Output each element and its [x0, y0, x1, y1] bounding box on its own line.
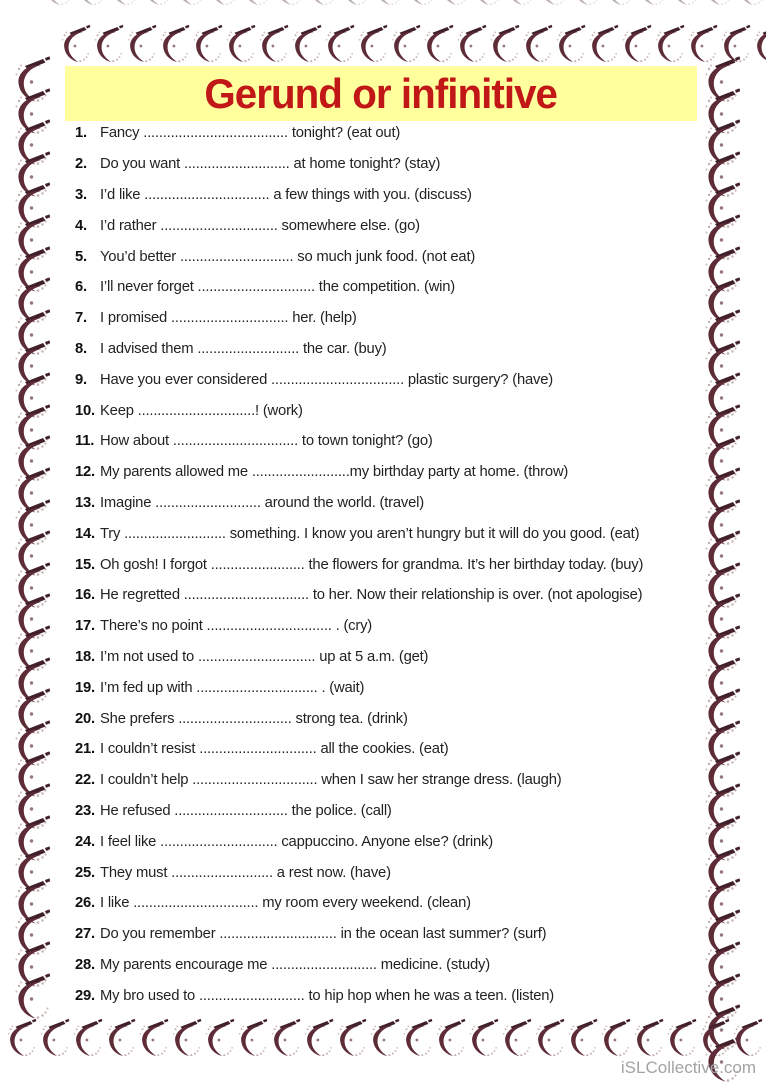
swirl-ornament-icon — [190, 23, 223, 64]
item-text: They must .......................... a rest now. (have) — [100, 864, 391, 881]
swirl-ornament-icon — [238, 0, 271, 7]
swirl-ornament-icon — [73, 0, 106, 7]
item-text: Fancy ..................................... tonight? (eat out) — [100, 125, 401, 142]
swirl-ornament-icon — [367, 1017, 400, 1058]
swirl-ornament-icon — [202, 1017, 235, 1058]
swirl-ornament-icon — [436, 0, 469, 7]
item-text: I like ................................ my room every weekend. (clean) — [100, 895, 471, 912]
swirl-ornament-icon — [337, 0, 370, 7]
swirl-ornament-icon — [469, 0, 502, 7]
swirl-ornament-icon — [304, 0, 337, 7]
item-text: I’m fed up with ............................... . (wait) — [100, 679, 365, 696]
item-text: He regretted ................................ to her. Now their relationship is over. (not apologise) — [100, 587, 643, 604]
swirl-ornament-icon — [235, 1017, 268, 1058]
exercise-item — [75, 149, 715, 180]
exercise-item — [75, 272, 715, 303]
swirl-ornament-icon — [223, 23, 256, 64]
item-number: 23. — [75, 802, 95, 819]
item-number: 21. — [75, 741, 95, 758]
item-text: Do you want ........................... at home tonight? (stay) — [100, 156, 441, 173]
item-text: Do you remember .............................. in the ocean last summer? (surf) — [100, 926, 547, 943]
item-text: Try .......................... something. I know you aren’t hungry but it will do you good. (eat) — [100, 525, 640, 542]
border-top — [58, 23, 766, 64]
item-text: I couldn’t resist .............................. all the cookies. (eat) — [100, 741, 449, 758]
swirl-ornament-icon — [289, 23, 322, 64]
exercise-item — [75, 334, 715, 365]
exercise-item — [75, 180, 715, 211]
exercise-item — [75, 118, 715, 149]
swirl-ornament-icon — [634, 0, 667, 7]
swirl-ornament-icon — [421, 23, 454, 64]
title-banner — [65, 66, 697, 121]
item-text: Have you ever considered .................................. plastic surgery? (have) — [100, 371, 553, 388]
item-number: 19. — [75, 679, 95, 696]
item-text: I’d like ................................ a few things with you. (discuss) — [100, 186, 472, 203]
swirl-ornament-icon — [256, 23, 289, 64]
item-number: 7. — [75, 310, 87, 327]
swirl-ornament-icon — [136, 1017, 169, 1058]
swirl-ornament-icon — [601, 0, 634, 7]
item-number: 24. — [75, 833, 95, 850]
swirl-ornament-icon — [568, 0, 601, 7]
swirl-ornament-icon — [565, 1017, 598, 1058]
swirl-ornament-icon — [355, 23, 388, 64]
item-text: Keep ..............................! (work) — [100, 402, 303, 419]
exercise-item — [75, 518, 715, 549]
swirl-ornament-icon — [487, 23, 520, 64]
item-number: 25. — [75, 864, 95, 881]
swirl-ornament-icon — [454, 23, 487, 64]
swirl-ornament-icon — [388, 23, 421, 64]
swirl-ornament-icon — [697, 1017, 730, 1058]
item-text: Imagine ........................... around the world. (travel) — [100, 494, 424, 511]
swirl-ornament-icon — [169, 1017, 202, 1058]
item-number: 22. — [75, 772, 95, 789]
item-text: I feel like .............................. cappuccino. Anyone else? (drink) — [100, 833, 493, 850]
swirl-ornament-icon — [598, 1017, 631, 1058]
item-number: 26. — [75, 895, 95, 912]
item-text: Oh gosh! I forgot ........................ the flowers for grandma. It’s her birthday today. (buy) — [100, 556, 644, 573]
swirl-ornament-icon — [499, 1017, 532, 1058]
item-text: I promised .............................. her. (help) — [100, 310, 357, 327]
swirl-ornament-icon — [553, 23, 586, 64]
swirl-ornament-icon — [11, 973, 51, 1019]
item-text: You’d better ............................. so much junk food. (not eat) — [100, 248, 476, 265]
exercise-item — [75, 950, 715, 981]
item-number: 6. — [75, 279, 87, 296]
item-text: I couldn’t help ................................ when I saw her strange dress. (laugh) — [100, 772, 562, 789]
swirl-ornament-icon — [91, 23, 124, 64]
item-number: 28. — [75, 956, 95, 973]
swirl-ornament-icon — [586, 23, 619, 64]
item-number: 27. — [75, 926, 95, 943]
swirl-ornament-icon — [4, 1017, 37, 1058]
exercise-item — [75, 549, 715, 580]
item-number: 8. — [75, 340, 87, 357]
exercise-item — [75, 241, 715, 272]
exercise-item — [75, 703, 715, 734]
swirl-ornament-icon — [106, 0, 139, 7]
exercise-item — [75, 765, 715, 796]
item-number: 9. — [75, 371, 87, 388]
swirl-ornament-icon — [652, 23, 685, 64]
item-number: 5. — [75, 248, 87, 265]
swirl-ornament-icon — [751, 23, 766, 64]
item-text: My bro used to ........................... to hip hop when he was a teen. (listen) — [100, 987, 555, 1004]
swirl-ornament-icon — [532, 1017, 565, 1058]
item-text: How about ................................ to town tonight? (go) — [100, 433, 433, 450]
exercise-item — [75, 303, 715, 334]
exercise-item — [75, 826, 715, 857]
item-number: 10. — [75, 402, 95, 419]
exercise-list — [75, 118, 715, 1011]
item-text: I advised them .......................... the car. (buy) — [100, 340, 387, 357]
item-text: I’d rather .............................. somewhere else. (go) — [100, 217, 420, 234]
swirl-ornament-icon — [400, 1017, 433, 1058]
exercise-item — [75, 395, 715, 426]
item-number: 11. — [75, 433, 95, 450]
swirl-ornament-icon — [730, 1017, 763, 1058]
exercise-item — [75, 364, 715, 395]
item-number: 20. — [75, 710, 95, 727]
item-number: 2. — [75, 156, 87, 173]
swirl-ornament-icon — [664, 1017, 697, 1058]
swirl-ornament-icon — [40, 0, 73, 7]
swirl-ornament-icon — [322, 23, 355, 64]
border-bottom — [4, 1017, 763, 1058]
item-number: 1. — [75, 125, 87, 142]
item-text: My parents allowed me .........................my birthday party at home. (throw) — [100, 464, 569, 481]
item-number: 15. — [75, 556, 95, 573]
swirl-ornament-icon — [37, 1017, 70, 1058]
exercise-item — [75, 672, 715, 703]
swirl-ornament-icon — [334, 1017, 367, 1058]
exercise-item — [75, 611, 715, 642]
watermark: iSLCollective.com — [620, 1058, 756, 1077]
swirl-ornament-icon — [433, 1017, 466, 1058]
border-left — [11, 56, 51, 1004]
swirl-ornament-icon — [370, 0, 403, 7]
item-number: 14. — [75, 525, 95, 542]
item-number: 3. — [75, 186, 87, 203]
exercise-item — [75, 857, 715, 888]
exercise-item — [75, 888, 715, 919]
swirl-ornament-icon — [631, 1017, 664, 1058]
swirl-ornament-icon — [139, 0, 172, 7]
swirl-ornament-icon — [535, 0, 568, 7]
exercise-item — [75, 642, 715, 673]
swirl-ornament-icon — [733, 0, 766, 7]
item-text: She prefers ............................. strong tea. (drink) — [100, 710, 408, 727]
item-number: 18. — [75, 648, 95, 665]
item-number: 16. — [75, 587, 95, 604]
exercise-item — [75, 919, 715, 950]
swirl-ornament-icon — [58, 23, 91, 64]
swirl-ornament-icon — [157, 23, 190, 64]
swirl-ornament-icon — [700, 0, 733, 7]
item-text: He refused ............................. the police. (call) — [100, 802, 392, 819]
swirl-ornament-icon — [172, 0, 205, 7]
item-number: 4. — [75, 217, 87, 234]
swirl-ornament-icon — [667, 0, 700, 7]
item-text: My parents encourage me ........................... medicine. (study) — [100, 956, 490, 973]
swirl-ornament-icon — [124, 23, 157, 64]
item-text: I’m not used to .............................. up at 5 a.m. (get) — [100, 648, 429, 665]
item-text: There’s no point ................................ . (cry) — [100, 618, 373, 635]
swirl-ornament-icon — [301, 1017, 334, 1058]
page-title: Gerund or infinitive — [204, 69, 558, 117]
item-number: 17. — [75, 618, 95, 635]
swirl-ornament-icon — [271, 0, 304, 7]
item-number: 13. — [75, 494, 95, 511]
exercise-item — [75, 488, 715, 519]
swirl-ornament-icon — [103, 1017, 136, 1058]
swirl-ornament-icon — [466, 1017, 499, 1058]
swirl-ornament-icon — [403, 0, 436, 7]
swirl-ornament-icon — [268, 1017, 301, 1058]
swirl-ornament-icon — [205, 0, 238, 7]
item-number: 12. — [75, 464, 95, 481]
item-number: 29. — [75, 987, 95, 1004]
exercise-item — [75, 580, 715, 611]
border-top-faint — [40, 0, 766, 7]
swirl-ornament-icon — [70, 1017, 103, 1058]
item-text: I’ll never forget .............................. the competition. (win) — [100, 279, 456, 296]
exercise-item — [75, 210, 715, 241]
exercise-item — [75, 457, 715, 488]
swirl-ornament-icon — [619, 23, 652, 64]
exercise-item — [75, 734, 715, 765]
exercise-item — [75, 426, 715, 457]
swirl-ornament-icon — [502, 0, 535, 7]
swirl-ornament-icon — [520, 23, 553, 64]
exercise-item — [75, 980, 715, 1011]
exercise-item — [75, 796, 715, 827]
